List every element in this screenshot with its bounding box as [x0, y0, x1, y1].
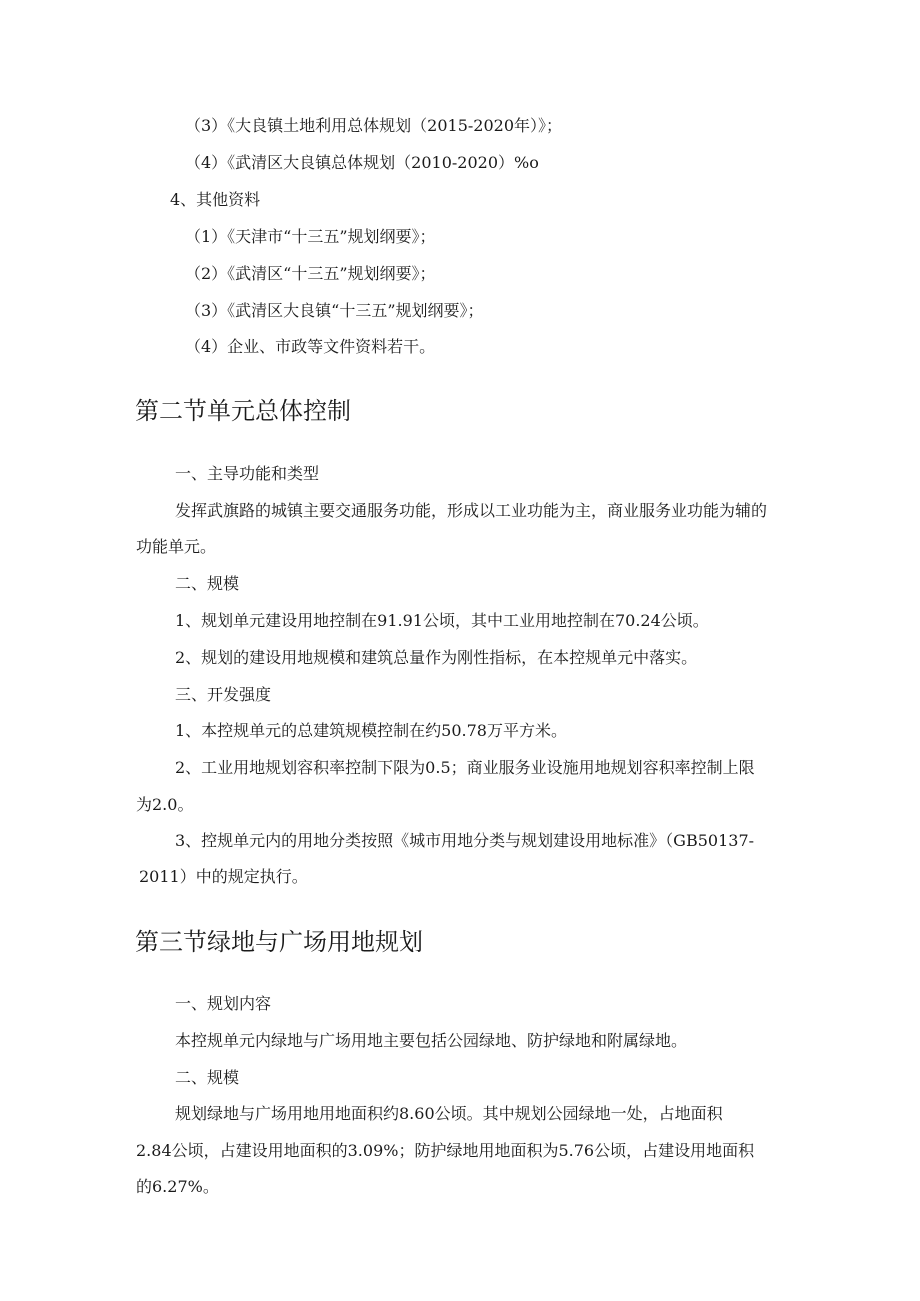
section2-sub1-text-line1: 发挥武旗路的城镇主要交通服务功能，形成以工业功能为主，商业服务业功能为辅的	[175, 501, 768, 520]
reference-item-3: （3）《大良镇土地利用总体规划（2015-2020年）》；	[185, 116, 563, 135]
section2-title: 第二节单元总体控制	[135, 397, 351, 425]
section3-sub2-line3: 的6.27%。	[136, 1177, 219, 1196]
section3-sub2-title: 二、规模	[175, 1068, 240, 1087]
other-material-3: （3）《武清区大良镇“十三五”规划纲要》；	[185, 301, 484, 320]
other-materials-title: 4、其他资料	[170, 190, 261, 209]
section2-sub2-paragraph2: 2、规划的建设用地规模和建筑总量作为刚性指标，在本控规单元中落实。	[175, 648, 698, 667]
reference-item-4: （4）《武清区大良镇总体规划（2010-2020）%o	[185, 153, 539, 172]
section3-sub1-title: 一、规划内容	[175, 994, 272, 1013]
other-material-1: （1）《天津市“十三五”规划纲要》；	[185, 227, 436, 246]
section2-sub2-paragraph1: 1、规划单元建设用地控制在91.91公顷，其中工业用地控制在70.24公顷。	[175, 611, 709, 630]
section3-sub2-line2: 2.84公顷，占建设用地面积的3.09%；防护绿地用地面积为5.76公顷，占建设用地面积	[136, 1141, 755, 1160]
section2-sub3-paragraph3-line2: 2011）中的规定执行。	[139, 867, 308, 886]
other-material-4: （4）企业、市政等文件资料若干。	[185, 337, 436, 356]
section2-sub3-paragraph2-line2: 为2.0。	[136, 795, 194, 814]
section2-sub1-text-line2: 功能单元。	[136, 537, 217, 556]
section3-title: 第三节绿地与广场用地规划	[135, 928, 423, 956]
section3-sub2-line1: 规划绿地与广场用地用地面积约8.60公顷。其中规划公园绿地一处，占地面积	[175, 1104, 723, 1123]
section2-sub3-title: 三、开发强度	[175, 685, 272, 704]
other-material-2: （2）《武清区“十三五”规划纲要》；	[185, 264, 436, 283]
section2-sub3-paragraph3-line1: 3、控规单元内的用地分类按照《城市用地分类与规划建设用地标准》（GB50137-	[175, 831, 755, 850]
section2-sub1-title: 一、主导功能和类型	[175, 464, 320, 483]
section2-sub2-title: 二、规模	[175, 574, 240, 593]
section2-sub3-paragraph2-line1: 2、工业用地规划容积率控制下限为0.5；商业服务业设施用地规划容积率控制上限	[175, 758, 755, 777]
section2-sub3-paragraph1: 1、本控规单元的总建筑规模控制在约50.78万平方米。	[175, 721, 567, 740]
section3-sub1-text: 本控规单元内绿地与广场用地主要包括公园绿地、防护绿地和附属绿地。	[175, 1031, 688, 1050]
